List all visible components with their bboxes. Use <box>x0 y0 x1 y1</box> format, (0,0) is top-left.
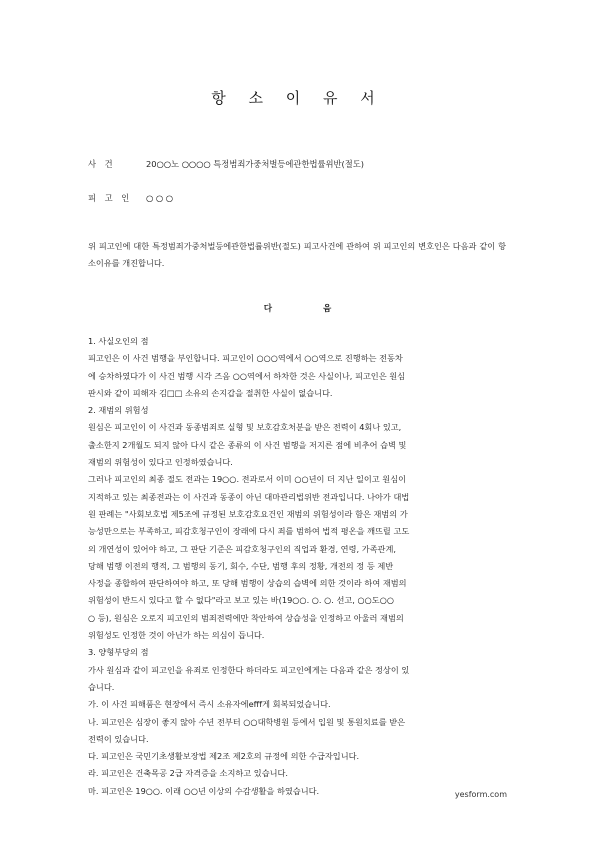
case-row <box>88 159 364 170</box>
body-line: 재범의 위험성이 있다고 인정하였습니다. <box>88 457 233 468</box>
intro-paragraph: 위 피고인에 대한 특정범죄가중처벌등에관한법률위반(절도) 피고사건에 관하여 위 피고인의 변호인은 다음과 같이 항소이유를 개진합니다. <box>88 241 506 268</box>
body-line: 당해 범행 이전의 행적, 그 범행의 동기, 회수, 수단, 범행 후의 정황, 개전의 정 등 제반 <box>88 560 394 571</box>
case-label: 사 건 <box>88 159 116 169</box>
body-line: 의 개연성이 있어야 하고, 그 판단 기준은 피감호청구인의 직업과 환경, 연령, 가족관계, <box>88 543 396 554</box>
body-line: ○ 등), 원심은 오로지 피고인의 범죄전력에만 착안하여 상습성을 인정하고 아울러 재범의 <box>88 612 404 623</box>
body-line: 출소한지 2개월도 되지 않아 다시 같은 종류의 이 사건 범행을 저지른 점에 비추어 습벽 및 <box>88 439 407 450</box>
body-line: 가사 원심과 같이 피고인을 유죄로 인정한다 하더라도 피고인에게는 다음과 같은 정상이 있 <box>88 664 410 675</box>
body-line: 위험성도 인정한 것이 아닌가 하는 의심이 듭니다. <box>88 630 265 641</box>
body-line: 가. 이 사건 피해품은 현장에서 즉시 소유자에efff게 회복되었습니다. <box>88 699 331 710</box>
body-line: 라. 피고인은 건축목공 2급 자격증을 소지하고 있습니다. <box>88 768 289 779</box>
section-heading: 다 음 <box>263 304 356 314</box>
body-line: 1. 사실오인의 점 <box>88 336 149 346</box>
body-line: 판시와 같이 피해자 김□□ 소유의 손지갑을 절취한 사실이 없습니다. <box>88 387 333 398</box>
body-line: 에 승차하였다가 이 사건 범행 시각 즈음 ○○역에서 하차한 것은 사실이나, 피고인은 원심 <box>88 370 406 381</box>
body-line: 지적하고 있는 최종전과는 이 사건과 동종이 아닌 대마관리법위반 전과입니다. 나아가 대법 <box>88 491 410 502</box>
body-line: 그러나 피고인의 최종 절도 전과는 19○○. 전과로서 이미 ○○년이 더 지난 일이고 원심이 <box>88 474 407 485</box>
body-line: 원 판례는 "사회보호법 제5조에 규정된 보호감호요건인 재범의 위험성이라 함은 재범의 가 <box>88 508 408 519</box>
body-line: 3. 양형부당의 점 <box>88 647 149 658</box>
document-title: 항 소 이 유 서 <box>211 89 384 107</box>
body-line: 마. 피고인은 19○○. 이래 ○○년 이상의 수감생활을 하였습니다. <box>88 785 320 796</box>
body-line: 피고인은 이 사건 범행을 부인합니다. 피고인이 ○○○역에서 ○○역으로 진행하는 전동차 <box>88 353 403 364</box>
body-line: 습니다. <box>88 681 115 692</box>
body-text <box>88 333 508 800</box>
body-line: 전력이 있습니다. <box>88 733 149 744</box>
body-line: 원심은 피고인이 이 사건과 동종범죄로 실형 및 보호감호처분을 받은 전력이 4회나 있고, <box>88 422 402 433</box>
body-line: 2. 재범의 위험성 <box>88 405 149 416</box>
case-value: 20○○노 ○○○○ 특정범죄가중처벌등에관한법률위반(절도) <box>146 159 365 169</box>
footer-watermark: yesform.com <box>454 790 507 799</box>
body-line: 사정을 종합하여 판단하여야 하고, 또 당해 범행이 상습의 습벽에 의한 것이라 하여 재범의 <box>88 578 407 589</box>
defendant-value: ○ ○ ○ <box>146 193 173 203</box>
body-line: 나. 피고인은 심장이 좋지 않아 수년 전부터 ○○대학병원 등에서 입원 및 통원치료를 받은 <box>88 716 406 727</box>
body-line: 위험성이 반드시 있다고 할 수 없다"라고 보고 있는 바(19○○. ○. ○. 선고, ○○도○○ <box>88 595 394 606</box>
body-line: 능성만으로는 부족하고, 피감호청구인이 장래에 다시 죄를 범하여 법적 평온을 깨뜨릴 고도 <box>88 526 410 537</box>
defendant-label: 피 고 인 <box>88 193 133 203</box>
body-line: 다. 피고인은 국민기초생활보장법 제2조 제2호의 규정에 의한 수급자입니다. <box>88 751 360 762</box>
defendant-row <box>88 193 173 204</box>
